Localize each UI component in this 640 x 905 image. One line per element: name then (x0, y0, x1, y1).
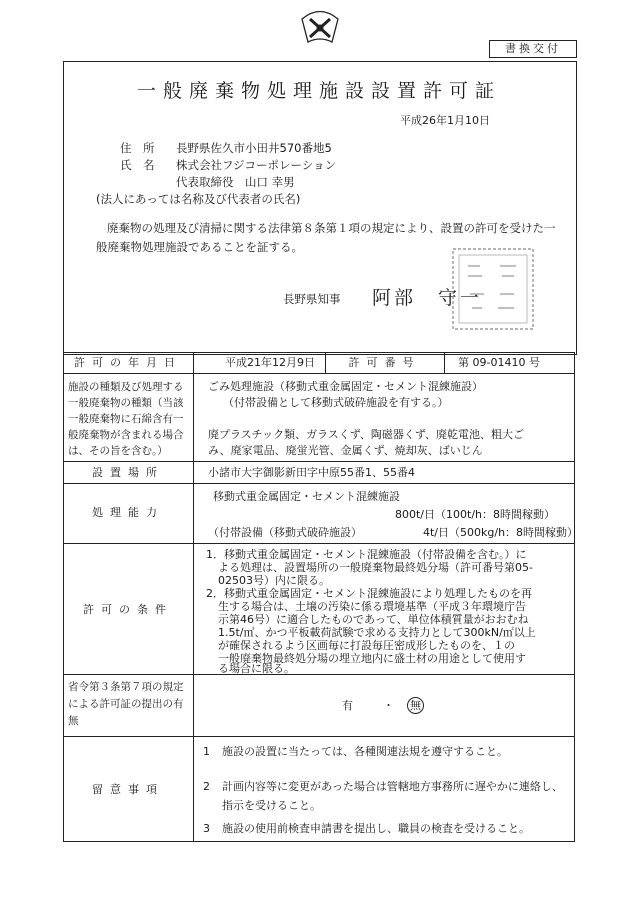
permit-number-label: 許可番号 (348, 356, 421, 369)
waste-types-line: 廃プラスチック類、ガラスくず、陶磁器くず、廃乾電池、粗大ご (208, 428, 525, 441)
note-text: 施設の使用前検査申請書を提出し、職員の検査を受けること。 (222, 822, 530, 835)
condition-line: る場合に限る。 (218, 662, 295, 675)
permit-date-label: 許可の年月日 (74, 356, 182, 369)
note-number: 1 (203, 745, 210, 758)
condition-line: 2．移動式重金属固定・セメント混練施設により処理したものを再 (206, 587, 532, 600)
name-label: 氏 名 (120, 158, 155, 172)
capacity-label: 処理能力 (92, 506, 164, 519)
permit-number-value: 第 09-01410 号 (458, 356, 540, 369)
ordinance-label: 省令第３条第７項の規定による許可証の提出の有無 (68, 681, 184, 727)
holder-note: (法人にあっては名称及び代表者の氏名) (96, 192, 301, 206)
note-number: 2 (203, 780, 210, 793)
issue-date: 平成26年1月10日 (400, 114, 490, 127)
condition-line: 02503号）内に限る。 (218, 574, 330, 587)
condition-line: 生する場合は、土壌の汚染に係る環境基準（平成３年環境庁告 (218, 600, 526, 613)
capacity-sub-value: 4t/日（500kg/h：8時間稼動） (423, 526, 579, 539)
condition-line: が確保されるよう区画毎に打設毎圧密成形したものを、１の (218, 639, 515, 652)
facility-type-line: ごみ処理施設（移動式重金属固定・セメント混練施設） (208, 380, 483, 393)
condition-line: 1．移動式重金属固定・セメント混練施設（付帯設備を含む。）に (206, 548, 527, 561)
note-number: 3 (203, 822, 210, 835)
representative-name: 代表取締役 山口 幸男 (176, 175, 295, 189)
ordinance-separator: ・ (383, 699, 394, 712)
capacity-sub: （付帯設備（移動式破砕施設） (208, 526, 362, 539)
condition-line: よる処理は、設置場所の一般廃棄物最終処分場（許可番号第05- (218, 561, 533, 574)
permit-date-value: 平成21年12月9日 (225, 356, 315, 369)
official-seal (450, 246, 536, 332)
facility-type-line: （付帯設備として移動式破砕施設を有する。） (223, 396, 449, 409)
capacity-main-value: 800t/日（100t/h：8時間稼動） (395, 508, 555, 521)
location-label: 設置場所 (92, 466, 164, 479)
conditions-label: 許可の条件 (83, 603, 173, 616)
facility-type-label: 施設の種類及び処理する一般廃棄物の種類（当該一般廃棄物に石綿含有一般廃棄物が含まれる場合は、その旨を含む。） (68, 381, 184, 457)
condition-line: 1.5t/㎥、かつ平板載荷試験で求める支持力として300kN/㎡以上 (218, 626, 536, 639)
condition-line: 一般廃棄物最終処分場の埋立地内に盛土材の用途として使用す (218, 652, 526, 665)
note-text: 施設の設置に当たっては、各種関連法規を遵守すること。 (222, 745, 508, 758)
waste-types-line: み、廃家電品、廃蛍光管、金属くず、焼却灰、ばいじん (208, 444, 483, 457)
governor-title: 長野県知事 (283, 292, 341, 306)
reissue-badge: 書換交付 (489, 40, 577, 58)
certification-statement: 廃棄物の処理及び清掃に関する法律第８条第１項の規定により、設置の許可を受けた一般廃棄物処理施設であることを証する。 (96, 221, 556, 254)
location-value: 小諸市大字御影新田字中原55番1、55番4 (208, 466, 415, 479)
page-title: 一般廃棄物処理施設設置許可証 (136, 80, 501, 102)
address-value: 長野県佐久市小田井570番地5 (176, 141, 332, 155)
permit-details-table (63, 352, 579, 842)
ordinance-no-circled: 無 (407, 697, 424, 714)
company-name: 株式会社フジコーポレーション (176, 158, 337, 172)
address-label: 住 所 (120, 141, 155, 155)
capacity-main: 移動式重金属固定・セメント混練施設 (213, 490, 400, 503)
ordinance-no-wrapper (407, 697, 424, 714)
notes-label: 留意事項 (92, 783, 164, 796)
note-text: 計画内容等に変更があった場合は管轄地方事務所に遅やかに連絡し、 (222, 780, 563, 793)
ordinance-yes: 有 (342, 699, 353, 712)
note-text: 指示を受けること。 (222, 799, 321, 812)
condition-line: 示第46号）に適合したものであって、単位体積質量がおおむね (218, 613, 529, 626)
prefecture-emblem (299, 6, 341, 46)
governor-name: 阿部 守一 (372, 287, 483, 309)
